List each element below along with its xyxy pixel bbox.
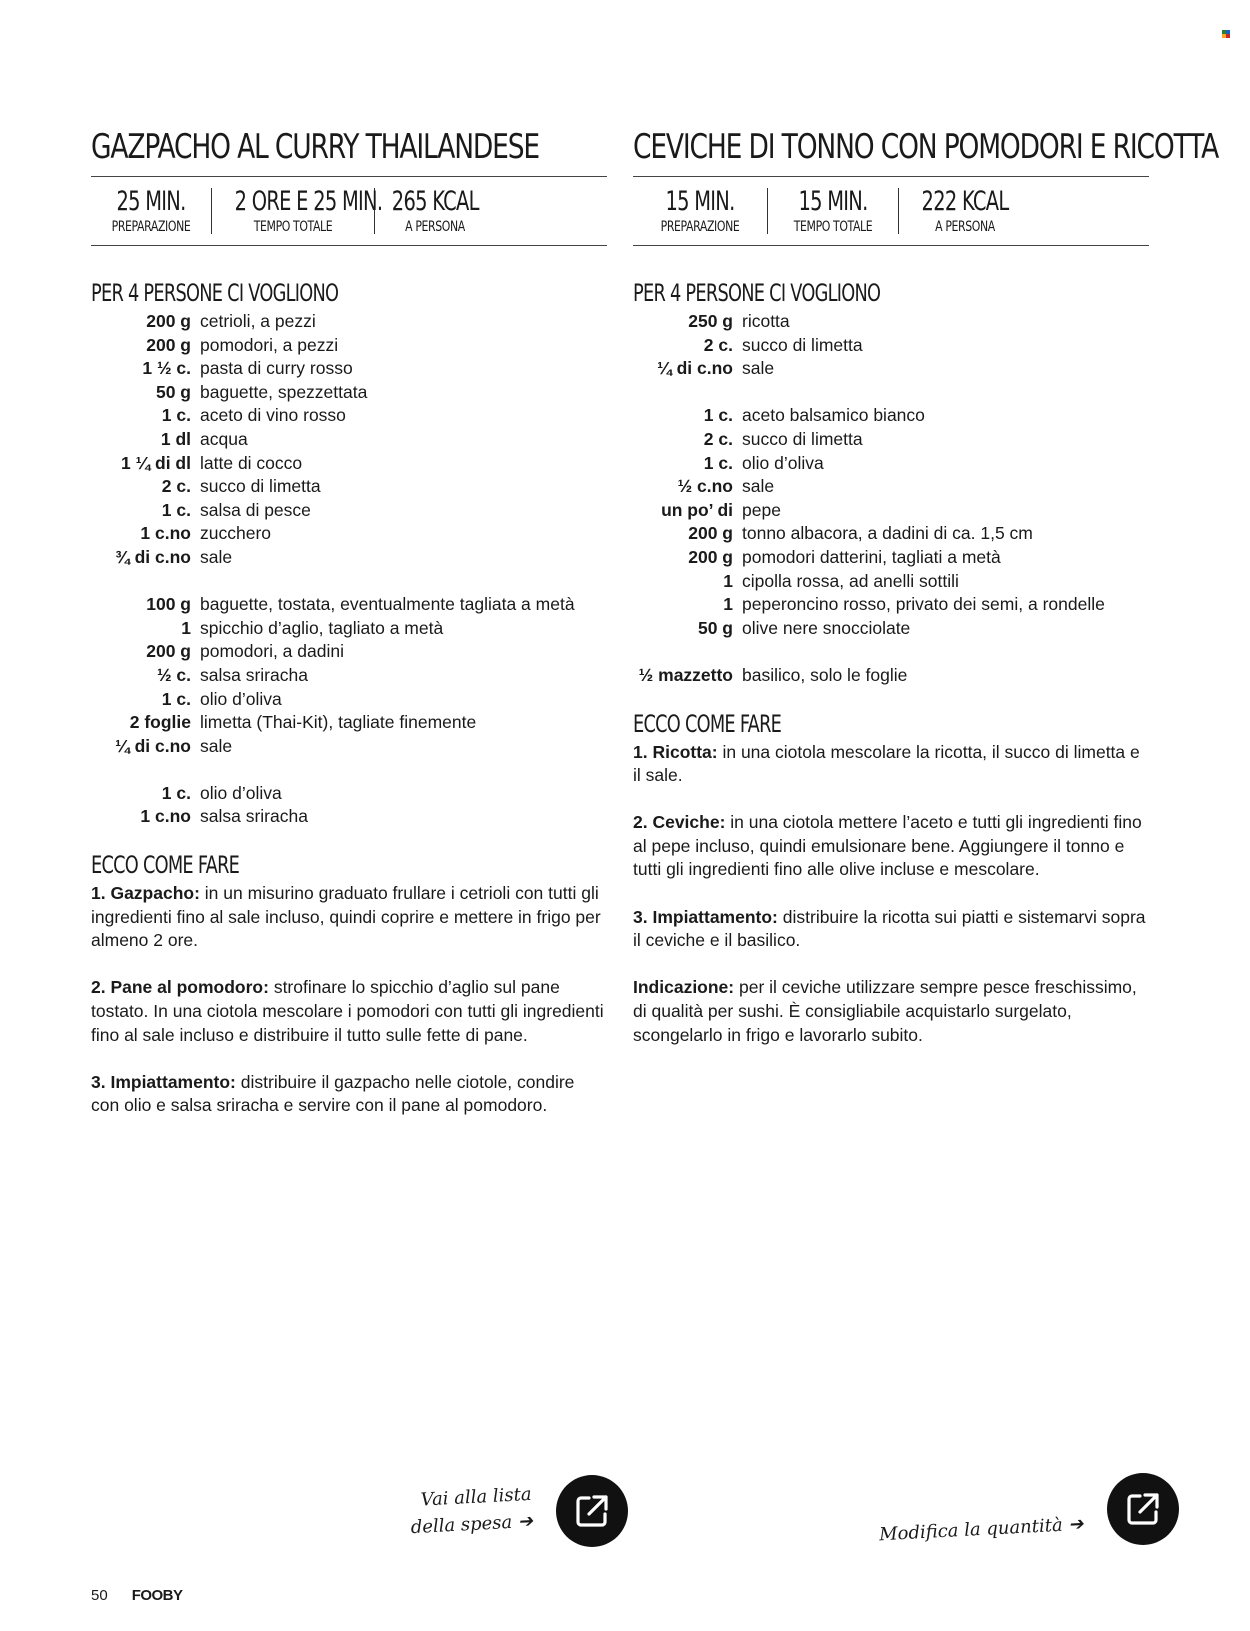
method-step (633, 741, 1149, 788)
ingredient-row (633, 475, 1149, 499)
ingredient-quantity: 1 c.no (140, 523, 191, 544)
step-label: 3. Impiattamento: (633, 906, 778, 927)
ingredient-row (91, 404, 607, 428)
method-step (633, 976, 1149, 1047)
ingredient-quantity: 1 c. (161, 405, 191, 426)
ingredient-name: basilico, solo le foglie (742, 664, 908, 685)
method-step (91, 1071, 607, 1118)
ingredient-quantity: un po’ di (661, 499, 733, 520)
ingredient-name: peperoncino rosso, privato dei semi, a rondelle (742, 594, 1105, 615)
ingredient-name: pasta di curry rosso (200, 358, 353, 379)
ingredient-quantity: 50 g (155, 381, 191, 402)
ingredient-row (633, 664, 1149, 688)
ingredient-row (91, 475, 607, 499)
method-step (91, 976, 607, 1047)
recipe-title: CEVICHE DI TONNO CON POMODORI E RICOTTA (633, 127, 1219, 167)
ingredient-row (633, 570, 1149, 594)
ingredient-row (91, 334, 607, 358)
ingredient-row (91, 381, 607, 405)
ingredient-quantity: 2 c. (161, 476, 191, 497)
ingredient-row (633, 452, 1149, 476)
ingredient-row (91, 617, 607, 641)
brand-logo: FOOBY (131, 1587, 183, 1604)
ingredient-name: succo di limetta (742, 428, 863, 449)
shopping-list-label: Vai alla lista della spesa ➔ (410, 1483, 534, 1539)
ingredient-row (633, 428, 1149, 452)
ingredient-name: aceto di vino rosso (200, 405, 346, 426)
ingredient-name: baguette, spezzettata (200, 381, 368, 402)
step-text: distribuire il gazpacho nelle ciotole, condire con olio e salsa sriracha e servire con il pane al pomodoro. (91, 1071, 575, 1116)
ingredient-row (91, 782, 607, 806)
ingredient-quantity: ½ c. (156, 664, 191, 685)
ingredient-name: salsa di pesce (200, 499, 311, 520)
ingredient-row (91, 452, 607, 476)
recipe-ceviche (633, 118, 1219, 1071)
ingredient-row (91, 546, 607, 570)
ingredient-quantity: 200 g (146, 334, 191, 355)
method-step (633, 906, 1149, 953)
ingredient-group-gap (91, 570, 607, 594)
ingredient-group-gap (91, 758, 607, 782)
stat-preparation (633, 186, 767, 236)
ingredient-name: baguette, tostata, eventualmente tagliata a metà (200, 594, 575, 615)
stat-label: TEMPO TOTALE (793, 219, 873, 235)
color-mark-icon (1222, 30, 1230, 38)
ingredient-row (633, 522, 1149, 546)
ingredient-name: sale (742, 358, 775, 379)
ingredient-name: sale (742, 476, 775, 497)
stat-total-time (768, 186, 898, 236)
ingredient-row (633, 357, 1149, 381)
ingredient-name: pomodori, a pezzi (200, 334, 339, 355)
method-steps (633, 741, 1149, 1048)
step-text: in una ciotola mescolare la ricotta, il succo di limetta e il sale. (633, 741, 1140, 786)
ingredient-quantity: ¼ di c.no (115, 735, 191, 756)
ingredient-quantity: 1 dl (160, 428, 191, 449)
step-text: in una ciotola mettere l’aceto e tutti gli ingredienti fino al pepe incluso, quindi emulsionare bene. Aggiungere il tonno e tutti gli ingredienti fino alle olive incluse e mescolare. (633, 812, 1142, 880)
ingredient-quantity: 1 c. (703, 405, 733, 426)
recipe-gazpacho (91, 118, 607, 1142)
ingredient-quantity: 1 (723, 570, 733, 591)
ingredient-quantity: 1 c. (161, 499, 191, 520)
ingredient-name: sale (200, 735, 233, 756)
stat-kcal (899, 186, 1031, 236)
ingredient-row (633, 617, 1149, 641)
step-label: 3. Impiattamento: (91, 1071, 236, 1092)
ingredient-quantity: 200 g (146, 311, 191, 331)
method-step (633, 811, 1149, 882)
stat-kcal (375, 186, 495, 236)
recipe-stats (91, 177, 607, 245)
method-steps (91, 882, 607, 1118)
ingredient-quantity: 1 ¼ di dl (120, 452, 191, 473)
stat-total-time (212, 186, 383, 236)
stat-label: A PERSONA (405, 219, 465, 235)
ingredient-name: pomodori datterini, tagliati a metà (742, 546, 1001, 567)
stat-value: 265 KCAL (391, 186, 479, 217)
ingredient-row (633, 593, 1149, 617)
ingredients-heading: PER 4 PERSONE CI VOGLIONO (91, 279, 339, 307)
ingredient-name: olio d’oliva (200, 688, 282, 709)
ingredient-quantity: ¼ di c.no (657, 358, 733, 379)
method-step (91, 882, 607, 953)
ingredient-name: sale (200, 546, 233, 567)
ingredient-name: cipolla rossa, ad anelli sottili (742, 570, 959, 591)
stat-value: 15 MIN. (665, 186, 735, 217)
ingredient-quantity: 100 g (146, 594, 191, 615)
step-label: 2. Ceviche: (633, 812, 726, 833)
stat-label: TEMPO TOTALE (253, 219, 333, 235)
ingredient-quantity: 50 g (697, 617, 733, 638)
ingredient-quantity: 1 c.no (140, 806, 191, 827)
ingredient-row (91, 310, 607, 334)
ingredient-row (91, 664, 607, 688)
ingredient-quantity: 1 c. (161, 782, 191, 803)
recipe-stats (633, 177, 1149, 245)
ingredient-row (633, 334, 1149, 358)
ingredient-row (633, 310, 1149, 334)
ingredient-name: succo di limetta (742, 334, 863, 355)
ingredient-name: olive nere snocciolate (742, 617, 911, 638)
shopping-list-cta (410, 1475, 628, 1547)
ingredient-quantity: 2 c. (703, 334, 733, 355)
ingredient-row (91, 805, 607, 829)
stat-value: 222 KCAL (921, 186, 1009, 217)
step-text: per il ceviche utilizzare sempre pesce freschissimo, di qualità per sushi. È consigliabile acquistarlo surgelato, scongelarlo in frigo e lavorarlo subito. (633, 977, 1137, 1045)
ingredient-name: zucchero (200, 523, 272, 544)
ingredient-name: succo di limetta (200, 476, 321, 497)
external-link-icon (570, 1489, 614, 1533)
recipe-title: GAZPACHO AL CURRY THAILANDESE (91, 127, 539, 167)
ingredient-group-gap (633, 381, 1149, 405)
method-heading: ECCO COME FARE (633, 709, 782, 738)
modify-quantity-label: Modifica la quantità ➔ (878, 1513, 1084, 1545)
method-heading: ECCO COME FARE (91, 851, 240, 880)
ingredient-name: limetta (Thai-Kit), tagliate finemente (200, 712, 477, 733)
stat-value: 15 MIN. (798, 186, 868, 217)
ingredient-row (633, 404, 1149, 428)
ingredient-quantity: ½ c.no (677, 476, 733, 497)
ingredient-quantity: ½ mazzetto (638, 664, 733, 685)
ingredient-name: pomodori, a dadini (200, 641, 344, 662)
ingredient-name: tonno albacora, a dadini di ca. 1,5 cm (742, 523, 1033, 544)
ingredient-name: spicchio d’aglio, tagliato a metà (200, 617, 444, 638)
ingredient-row (91, 593, 607, 617)
ingredient-quantity: 2 foglie (129, 712, 191, 733)
ingredients-list (91, 310, 607, 829)
ingredient-quantity: 200 g (688, 523, 733, 544)
ingredient-name: cetrioli, a pezzi (200, 311, 316, 331)
ingredient-row (91, 735, 607, 759)
shopping-list-button[interactable] (556, 1475, 628, 1547)
ingredient-name: acqua (200, 428, 248, 449)
ingredient-quantity: 1 (723, 594, 733, 615)
step-text: in un misurino graduato frullare i cetrioli con tutti gli ingredienti fino al sale incluso, quindi coprire e mettere in frigo per almeno 2 ore. (91, 883, 601, 951)
step-label: 2. Pane al pomodoro: (91, 977, 269, 998)
step-text: strofinare lo spicchio d’aglio sul pane tostato. In una ciotola mescolare i pomodori con tutti gli ingredienti fino al sale incluso e distribuire il tutto sulle fette di pane. (91, 977, 604, 1045)
ingredient-row (91, 357, 607, 381)
ingredient-name: pepe (742, 499, 781, 520)
external-link-icon (1121, 1487, 1165, 1531)
stat-label: A PERSONA (935, 219, 995, 235)
ingredients-heading: PER 4 PERSONE CI VOGLIONO (633, 279, 881, 307)
ingredient-quantity: ¾ di c.no (115, 546, 191, 567)
step-text: distribuire la ricotta sui piatti e sistemarvi sopra il ceviche e il basilico. (633, 906, 1146, 951)
ingredient-name: salsa sriracha (200, 806, 308, 827)
ingredient-name: latte di cocco (200, 452, 303, 473)
ingredient-row (91, 711, 607, 735)
step-label: 1. Ricotta: (633, 741, 718, 762)
ingredient-quantity: 1 c. (703, 452, 733, 473)
ingredient-group-gap (633, 640, 1149, 664)
ingredient-name: salsa sriracha (200, 664, 308, 685)
ingredient-name: olio d’oliva (742, 452, 824, 473)
ingredient-name: olio d’oliva (200, 782, 282, 803)
stat-value: 25 MIN. (116, 186, 186, 217)
ingredient-row (91, 522, 607, 546)
stat-label: PREPARAZIONE (660, 219, 740, 235)
ingredients-list (633, 310, 1149, 688)
ingredient-row (91, 428, 607, 452)
stat-value: 2 ORE E 25 MIN. (234, 186, 383, 217)
step-label: Indicazione: (633, 977, 735, 998)
modify-quantity-button[interactable] (1107, 1473, 1179, 1545)
ingredient-quantity: 250 g (688, 311, 733, 331)
ingredient-quantity: 200 g (146, 641, 191, 662)
modify-quantity-cta (878, 1473, 1179, 1545)
page-footer (91, 1587, 183, 1604)
ingredient-quantity: 1 (181, 617, 191, 638)
ingredient-quantity: 1 ½ c. (142, 358, 191, 379)
page-number: 50 (91, 1587, 108, 1604)
ingredient-row (91, 640, 607, 664)
stat-label: PREPARAZIONE (111, 219, 191, 235)
ingredient-row (633, 499, 1149, 523)
stat-preparation (91, 186, 211, 236)
ingredient-quantity: 2 c. (703, 428, 733, 449)
ingredient-row (91, 688, 607, 712)
ingredient-row (633, 546, 1149, 570)
ingredient-quantity: 1 c. (161, 688, 191, 709)
step-label: 1. Gazpacho: (91, 883, 200, 904)
ingredient-name: ricotta (742, 311, 790, 331)
ingredient-name: aceto balsamico bianco (742, 405, 925, 426)
ingredient-row (91, 499, 607, 523)
ingredient-quantity: 200 g (688, 546, 733, 567)
